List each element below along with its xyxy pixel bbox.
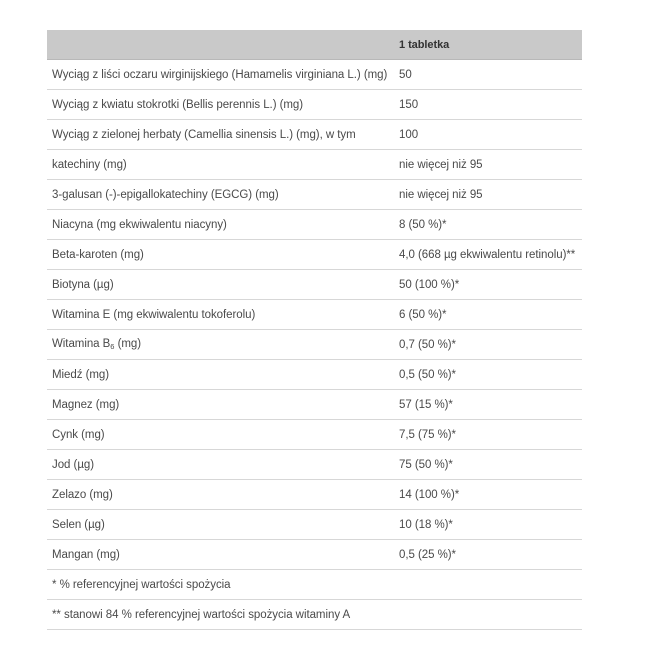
footnote-row	[47, 570, 582, 600]
ingredient-name: Wyciąg z liści oczaru wirginijskiego (Hamamelis virginiana L.) (mg)	[52, 68, 388, 81]
ingredient-name: Jod (µg)	[52, 458, 95, 471]
footnote-reference-intake: * % referencyjnej wartości spożycia	[52, 578, 231, 591]
table-row	[47, 480, 582, 510]
unit-label: (mg)	[114, 338, 142, 350]
table-row	[47, 240, 582, 270]
ingredient-value: 150	[399, 98, 419, 111]
ingredient-value: 75 (50 %)*	[399, 458, 453, 471]
table-row	[47, 330, 582, 360]
table-row	[47, 390, 582, 420]
ingredient-value: 4,0 (668 µg ekwiwalentu retinolu)**	[399, 248, 576, 261]
ingredient-name: Witamina E (mg ekwiwalentu tokoferolu)	[52, 308, 256, 321]
ingredient-name: katechiny (mg)	[52, 158, 127, 171]
table-row	[47, 420, 582, 450]
table-row	[47, 60, 582, 90]
table-row	[47, 270, 582, 300]
ingredient-value: nie więcej niż 95	[399, 188, 483, 201]
table-row	[47, 300, 582, 330]
ingredient-name: Beta-karoten (mg)	[52, 248, 144, 261]
table-row	[47, 210, 582, 240]
table-row	[47, 180, 582, 210]
table-row	[47, 360, 582, 390]
ingredient-name: Miedź (mg)	[52, 368, 110, 381]
nutrition-table	[47, 30, 582, 630]
table-row	[47, 540, 582, 570]
ingredient-name: Biotyna (µg)	[52, 278, 114, 291]
ingredient-value: 0,7 (50 %)*	[399, 338, 456, 351]
ingredient-value: 0,5 (50 %)*	[399, 368, 456, 381]
footnote-row	[47, 600, 582, 630]
footnote-vitamin-a: ** stanowi 84 % referencyjnej wartości spożycia witaminy A	[52, 608, 351, 621]
table-header-row	[47, 30, 582, 60]
ingredient-name: Niacyna (mg ekwiwalentu niacyny)	[52, 218, 227, 231]
ingredient-value: 0,5 (25 %)*	[399, 548, 456, 561]
table-row	[47, 450, 582, 480]
ingredient-value: 6 (50 %)*	[399, 308, 447, 321]
ingredient-value: 7,5 (75 %)*	[399, 428, 456, 441]
ingredient-name	[47, 338, 391, 351]
ingredient-value: 100	[399, 128, 419, 141]
ingredient-name: Wyciąg z kwiatu stokrotki (Bellis perennis L.) (mg)	[52, 98, 304, 111]
ingredient-value: 50 (100 %)*	[399, 278, 460, 291]
header-per-tablet-cell: 1 tabletka	[399, 38, 450, 51]
table-row	[47, 90, 582, 120]
ingredient-value: 8 (50 %)*	[399, 218, 447, 231]
ingredient-name: Selen (µg)	[52, 518, 105, 531]
table-row	[47, 510, 582, 540]
vitamin-b-label: Witamina B	[52, 338, 111, 350]
ingredient-name: Cynk (mg)	[52, 428, 105, 441]
ingredient-value: 10 (18 %)*	[399, 518, 453, 531]
table-row	[47, 120, 582, 150]
ingredient-value: nie więcej niż 95	[399, 158, 483, 171]
ingredient-name: Żelazo (mg)	[52, 488, 113, 501]
table-row	[47, 150, 582, 180]
ingredient-name: Wyciąg z zielonej herbaty (Camellia sinensis L.) (mg), w tym	[52, 128, 356, 141]
ingredient-name: Magnez (mg)	[52, 398, 120, 411]
vitamin-subscript: 6	[110, 342, 115, 351]
ingredient-name: Mangan (mg)	[52, 548, 120, 561]
ingredient-value: 50	[399, 68, 412, 81]
ingredient-value: 14 (100 %)*	[399, 488, 460, 501]
ingredient-value: 57 (15 %)*	[399, 398, 453, 411]
ingredient-name: 3-galusan (-)-epigallokatechiny (EGCG) (mg)	[52, 188, 279, 201]
